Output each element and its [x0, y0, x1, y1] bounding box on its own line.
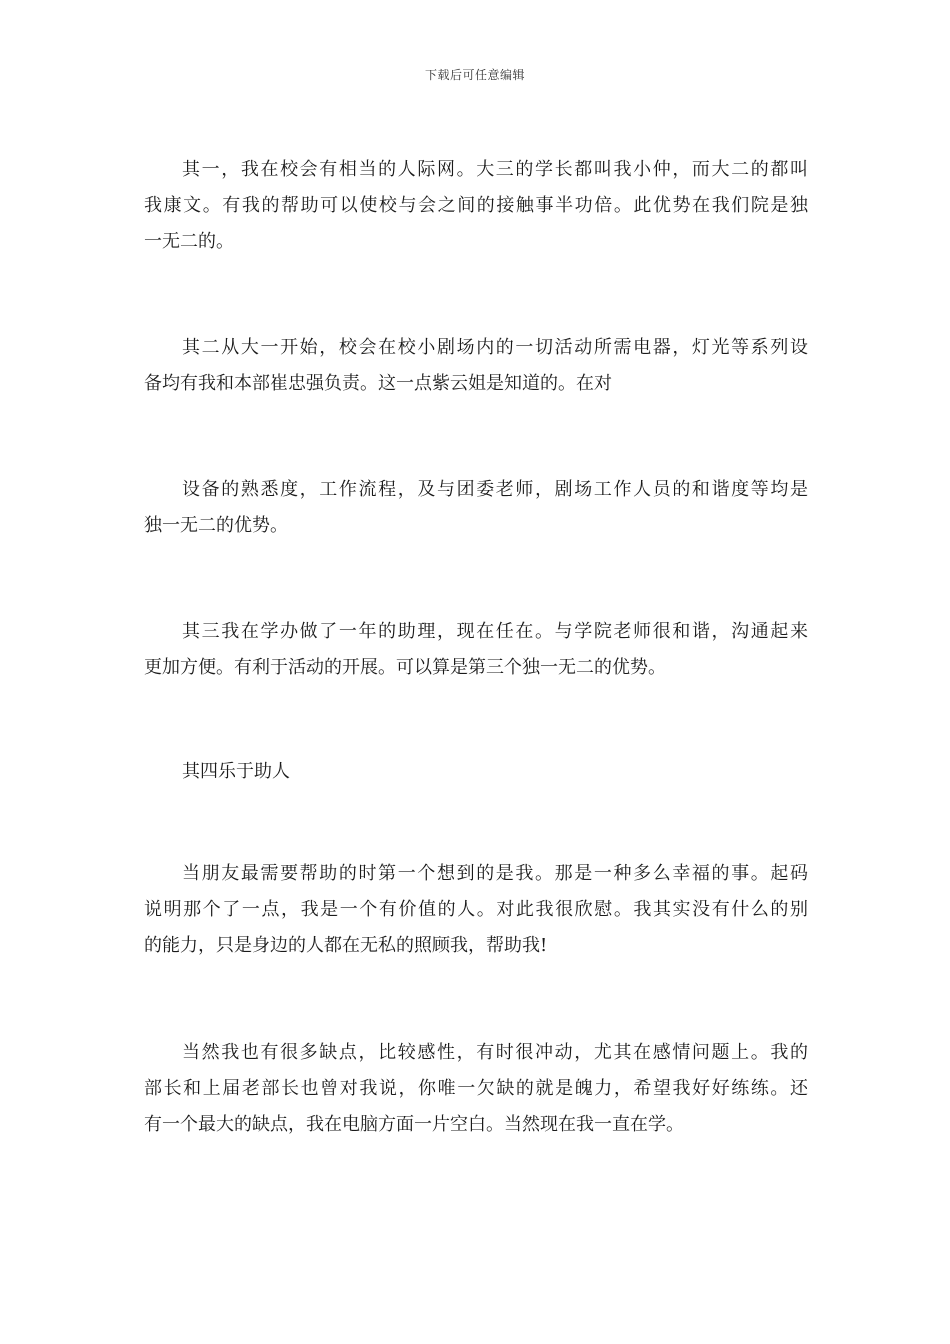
paragraph-line: 一无二的。 — [144, 231, 234, 252]
paragraph-5 — [144, 754, 808, 790]
paragraph-2 — [144, 330, 808, 402]
paragraph-line: 其三我在学办做了一年的助理，现在任在。与学院老师很和谐，沟通起来 — [182, 621, 808, 642]
paragraph-line: 其一，我在校会有相当的人际网。大三的学长都叫我小仲，而大二的都叫 — [182, 159, 808, 180]
paragraph-line: 我康文。有我的帮助可以使校与会之间的接触事半功倍。此优势在我们院是独 — [144, 195, 808, 216]
paragraph-line: 其四乐于助人 — [182, 761, 290, 782]
paragraph-line: 有一个最大的缺点，我在电脑方面一片空白。当然现在我一直在学。 — [144, 1114, 684, 1135]
paragraph-line: 的能力，只是身边的人都在无私的照顾我，帮助我! — [144, 935, 548, 956]
paragraph-7 — [144, 1035, 808, 1143]
paragraph-line: 当朋友最需要帮助的时第一个想到的是我。那是一种多么幸福的事。起码 — [182, 863, 808, 884]
page-header-note: 下载后可任意编辑 — [424, 68, 525, 82]
paragraph-line: 备均有我和本部崔忠强负责。这一点紫云姐是知道的。在对 — [144, 373, 612, 394]
paragraph-line: 其二从大一开始，校会在校小剧场内的一切活动所需电器，灯光等系列设 — [182, 337, 808, 358]
paragraph-6 — [144, 856, 808, 964]
paragraph-line: 设备的熟悉度，工作流程，及与团委老师，剧场工作人员的和谐度等均是 — [182, 479, 808, 500]
paragraph-1 — [144, 152, 808, 260]
paragraph-4 — [144, 614, 808, 686]
paragraph-line: 说明那个了一点，我是一个有价值的人。对此我很欣慰。我其实没有什么的别 — [144, 899, 808, 920]
paragraph-line: 独一无二的优势。 — [144, 515, 288, 536]
paragraph-3 — [144, 472, 808, 544]
paragraph-line: 当然我也有很多缺点，比较感性，有时很冲动，尤其在感情问题上。我的 — [182, 1042, 808, 1063]
paragraph-line: 部长和上届老部长也曾对我说，你唯一欠缺的就是魄力，希望我好好练练。还 — [144, 1078, 808, 1099]
paragraph-line: 更加方便。有利于活动的开展。可以算是第三个独一无二的优势。 — [144, 657, 666, 678]
